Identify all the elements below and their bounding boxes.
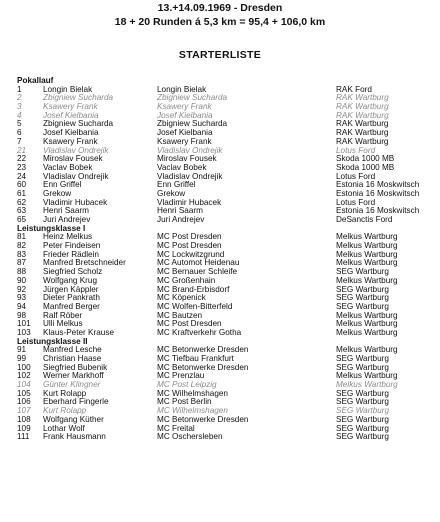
driver-name: Vladislav Ondrejik bbox=[43, 145, 109, 155]
start-number: 104 bbox=[17, 380, 31, 390]
entrant-name: MC Kraftverkehr Gotha bbox=[157, 327, 242, 337]
car-make: SEG Wartburg bbox=[336, 293, 389, 303]
car-make: SEG Wartburg bbox=[336, 406, 390, 416]
start-number: 106 bbox=[17, 397, 31, 407]
driver-name: Henri Saarm bbox=[43, 206, 89, 216]
driver-name: Josef Kielbania bbox=[43, 110, 99, 120]
driver-name: Ksawery Frank bbox=[43, 136, 98, 146]
entrant-name: MC Freital bbox=[157, 423, 195, 433]
car-make: Melkus Wartburg bbox=[336, 232, 398, 242]
driver-name: Ksawery Frank bbox=[43, 102, 98, 112]
start-number: 24 bbox=[17, 171, 27, 181]
driver-name: Frank Hausmann bbox=[43, 432, 106, 442]
car-make: SEG Wartburg bbox=[336, 432, 389, 442]
entrant-name: MC Betonwerke Dresden bbox=[157, 345, 249, 355]
entrant-name: Josef Kielbania bbox=[157, 110, 213, 120]
start-number: 100 bbox=[17, 362, 31, 372]
car-make: SEG Wartburg bbox=[336, 388, 389, 398]
start-number: 87 bbox=[17, 258, 27, 268]
start-number: 1 bbox=[17, 84, 22, 94]
start-number: 5 bbox=[17, 119, 22, 129]
car-make: Melkus Wartburg bbox=[336, 258, 398, 268]
car-make: RAK Wartburg bbox=[336, 93, 389, 103]
start-number: 103 bbox=[17, 327, 31, 337]
driver-name: Manfred Berger bbox=[43, 301, 100, 311]
driver-name: Günter Klingner bbox=[43, 380, 101, 390]
car-make: Skoda 1000 MB bbox=[336, 162, 395, 172]
race-distance: 18 + 20 Runden á 5,3 km = 95,4 + 106,0 km bbox=[114, 16, 326, 28]
entrant-name: MC Bernauer Schleife bbox=[157, 267, 238, 277]
car-make: Melkus Wartburg bbox=[336, 275, 398, 285]
entrant-name: Vladislav Ondrejik bbox=[157, 145, 223, 155]
car-make: RAK Wartburg bbox=[336, 136, 389, 146]
entrant-name: MC Prenzlau bbox=[157, 371, 205, 381]
driver-name: Werner Markhoff bbox=[43, 371, 104, 381]
start-number: 6 bbox=[17, 128, 22, 138]
car-make: Lotus Ford bbox=[336, 171, 376, 181]
car-make: SEG Wartburg bbox=[336, 284, 389, 294]
car-make: Melkus Wartburg bbox=[336, 371, 398, 381]
driver-name: Heinz Melkus bbox=[43, 232, 93, 242]
driver-name: Manfred Bretschneider bbox=[43, 258, 126, 268]
car-make: Estonia 16 Moskwitsch bbox=[336, 206, 420, 216]
entrant-name: MC Großenhain bbox=[157, 275, 216, 285]
starter-list bbox=[17, 77, 437, 442]
driver-name: Miroslav Fousek bbox=[43, 154, 103, 164]
driver-name: Dieter Pankrath bbox=[43, 293, 100, 303]
start-number: 102 bbox=[17, 371, 31, 381]
car-make: RAK Wartburg bbox=[336, 110, 389, 120]
start-number: 111 bbox=[17, 432, 30, 442]
driver-name: Manfred Lesche bbox=[43, 345, 102, 355]
driver-name: Longin Bielak bbox=[43, 84, 93, 94]
driver-name: Vaclav Bobek bbox=[43, 162, 93, 172]
start-number: 65 bbox=[17, 215, 27, 224]
driver-name: Lothar Wolf bbox=[43, 423, 85, 433]
start-number: 4 bbox=[17, 110, 22, 120]
driver-name: Enn Griffel bbox=[43, 180, 82, 190]
entrant-name: MC Wolfen-Bitterfeld bbox=[157, 301, 233, 311]
start-number: 81 bbox=[17, 232, 27, 242]
entrant-name: MC Post Dresden bbox=[157, 232, 222, 242]
start-number: 105 bbox=[17, 388, 31, 398]
car-make: SEG Wartburg bbox=[336, 354, 389, 363]
driver-name: Ralf Röber bbox=[43, 310, 83, 320]
start-number: 108 bbox=[17, 414, 31, 424]
entrant-name: MC Bautzen bbox=[157, 310, 203, 320]
entrant-name: Juri Andrejev bbox=[157, 215, 205, 224]
start-number: 21 bbox=[17, 145, 27, 155]
entrant-name: MC Post Leipzig bbox=[157, 380, 217, 390]
driver-name: Klaus-Peter Krause bbox=[43, 327, 114, 337]
entrant-name: MC Post Dresden bbox=[157, 241, 222, 251]
start-number: 91 bbox=[17, 345, 27, 355]
driver-name: Grekow bbox=[43, 188, 72, 198]
section-heading: Pokallauf bbox=[17, 76, 54, 85]
start-number: 107 bbox=[17, 406, 31, 416]
car-make: Skoda 1000 MB bbox=[336, 154, 395, 164]
driver-name: Christian Haase bbox=[43, 354, 102, 363]
section-heading: Leistungsklasse II bbox=[17, 336, 88, 346]
entrant-name: Ksawery Frank bbox=[157, 102, 212, 112]
start-number: 82 bbox=[17, 241, 27, 251]
start-number: 88 bbox=[17, 267, 27, 277]
car-make: Melkus Wartburg bbox=[336, 241, 398, 251]
start-number: 98 bbox=[17, 310, 27, 320]
start-number: 90 bbox=[17, 275, 27, 285]
entrant-name: Grekow bbox=[157, 188, 186, 198]
entrant-name: MC Post Dresden bbox=[157, 319, 222, 329]
car-make: Melkus Wartburg bbox=[336, 380, 398, 390]
car-make: Melkus Wartburg bbox=[336, 249, 398, 259]
entrant-name: Zbigniew Sucharda bbox=[157, 119, 228, 129]
entrant-name: Enn Griffel bbox=[157, 180, 196, 190]
entrant-name: Josef Kielbania bbox=[157, 128, 213, 138]
car-make: Melkus Wartburg bbox=[336, 319, 398, 329]
start-number: 60 bbox=[17, 180, 27, 190]
driver-name: Ulli Melkus bbox=[43, 319, 83, 329]
driver-name: Wolfgang Krug bbox=[43, 275, 98, 285]
start-number: 3 bbox=[17, 102, 22, 112]
table-row bbox=[17, 433, 437, 442]
start-number: 61 bbox=[17, 188, 27, 198]
entrant-name: Vladimir Hubacek bbox=[157, 197, 222, 207]
entrant-name: MC Automot Heidenau bbox=[157, 258, 240, 268]
start-number: 92 bbox=[17, 284, 27, 294]
table-row bbox=[17, 329, 437, 338]
car-make: SEG Wartburg bbox=[336, 414, 389, 424]
driver-name: Siegfried Scholz bbox=[43, 267, 103, 277]
entrant-name: MC Wilhelmshagen bbox=[157, 406, 228, 416]
driver-name: Jürgen Käppler bbox=[43, 284, 99, 294]
driver-name: Zbigniew Sucharda bbox=[43, 93, 114, 103]
start-number: 94 bbox=[17, 301, 27, 311]
driver-name: Kurt Rolapp bbox=[43, 406, 87, 416]
start-number: 22 bbox=[17, 154, 27, 164]
entrant-name: Miroslav Fousek bbox=[157, 154, 217, 164]
driver-name: Wolfgang Küther bbox=[43, 414, 104, 424]
start-number: 63 bbox=[17, 206, 27, 216]
event-date-location: 13.+14.09.1969 - Dresden bbox=[157, 2, 283, 14]
driver-name: Vladislav Ondrejik bbox=[43, 171, 109, 181]
start-number: 83 bbox=[17, 249, 27, 259]
driver-name: Juri Andrejev bbox=[43, 215, 91, 224]
start-number: 23 bbox=[17, 162, 27, 172]
entrant-name: MC Lockwitzgrund bbox=[157, 249, 225, 259]
start-number: 93 bbox=[17, 293, 27, 303]
car-make: SEG Wartburg bbox=[336, 423, 389, 433]
car-make: SEG Wartburg bbox=[336, 362, 389, 372]
driver-name: Eberhard Fingerle bbox=[43, 397, 109, 407]
driver-name: Peter Findeisen bbox=[43, 241, 101, 251]
entrant-name: MC Betonwerke Dresden bbox=[157, 414, 249, 424]
entrant-name: MC Wilhelmshagen bbox=[157, 388, 228, 398]
driver-name: Zbigniew Sucharda bbox=[43, 119, 114, 129]
car-make: RAK Wartburg bbox=[336, 128, 389, 138]
start-number: 62 bbox=[17, 197, 27, 207]
car-make: Estonia 16 Moskwitsch bbox=[336, 188, 420, 198]
entrant-name: Henri Saarm bbox=[157, 206, 203, 216]
entrant-name: MC Oschersleben bbox=[157, 432, 223, 442]
car-make: Melkus Wartburg bbox=[336, 327, 398, 337]
car-make: Melkus Wartburg bbox=[336, 345, 398, 355]
car-make: SEG Wartburg bbox=[336, 267, 389, 277]
entrant-name: MC Post Berlin bbox=[157, 397, 212, 407]
car-make: Lotus Ford bbox=[336, 197, 376, 207]
entrant-name: MC Tiefbau Frankfurt bbox=[157, 354, 234, 363]
driver-name: Josef Kielbania bbox=[43, 128, 99, 138]
driver-name: Siegfried Bubenik bbox=[43, 362, 108, 372]
start-number: 2 bbox=[17, 93, 22, 103]
entrant-name: Vaclav Bobek bbox=[157, 162, 207, 172]
entrant-name: MC Brand-Erbisdorf bbox=[157, 284, 230, 294]
driver-name: Frieder Rädlein bbox=[43, 249, 99, 259]
page-title: STARTERLISTE bbox=[178, 49, 262, 61]
car-make: Estonia 16 Moskwitsch bbox=[336, 180, 420, 190]
table-row bbox=[17, 216, 437, 225]
entrant-name: MC Betonwerke Dresden bbox=[157, 362, 249, 372]
car-make: RAK Wartburg bbox=[336, 119, 389, 129]
entrant-name: Ksawery Frank bbox=[157, 136, 212, 146]
entrant-name: Vladislav Ondrejik bbox=[157, 171, 223, 181]
driver-name: Vladimir Hubacek bbox=[43, 197, 108, 207]
entrant-name: Zbigniew Sucharda bbox=[157, 93, 228, 103]
entrant-name: MC Köpenick bbox=[157, 293, 206, 303]
start-number: 101 bbox=[17, 319, 31, 329]
car-make: SEG Wartburg bbox=[336, 301, 389, 311]
car-make: SEG Wartburg bbox=[336, 397, 389, 407]
driver-name: Kurt Rolapp bbox=[43, 388, 87, 398]
car-make: DeSanctis Ford bbox=[336, 215, 393, 224]
car-make: Melkus Wartburg bbox=[336, 310, 398, 320]
entrant-name: Longin Bielak bbox=[157, 84, 207, 94]
start-number: 7 bbox=[17, 136, 22, 146]
start-number: 99 bbox=[17, 354, 27, 363]
car-make: Lotus Ford bbox=[336, 145, 376, 155]
car-make: RAK Wartburg bbox=[336, 102, 389, 112]
car-make: RAK Ford bbox=[336, 84, 372, 94]
section-heading: Leistungsklasse I bbox=[17, 223, 86, 233]
start-number: 109 bbox=[17, 423, 31, 433]
